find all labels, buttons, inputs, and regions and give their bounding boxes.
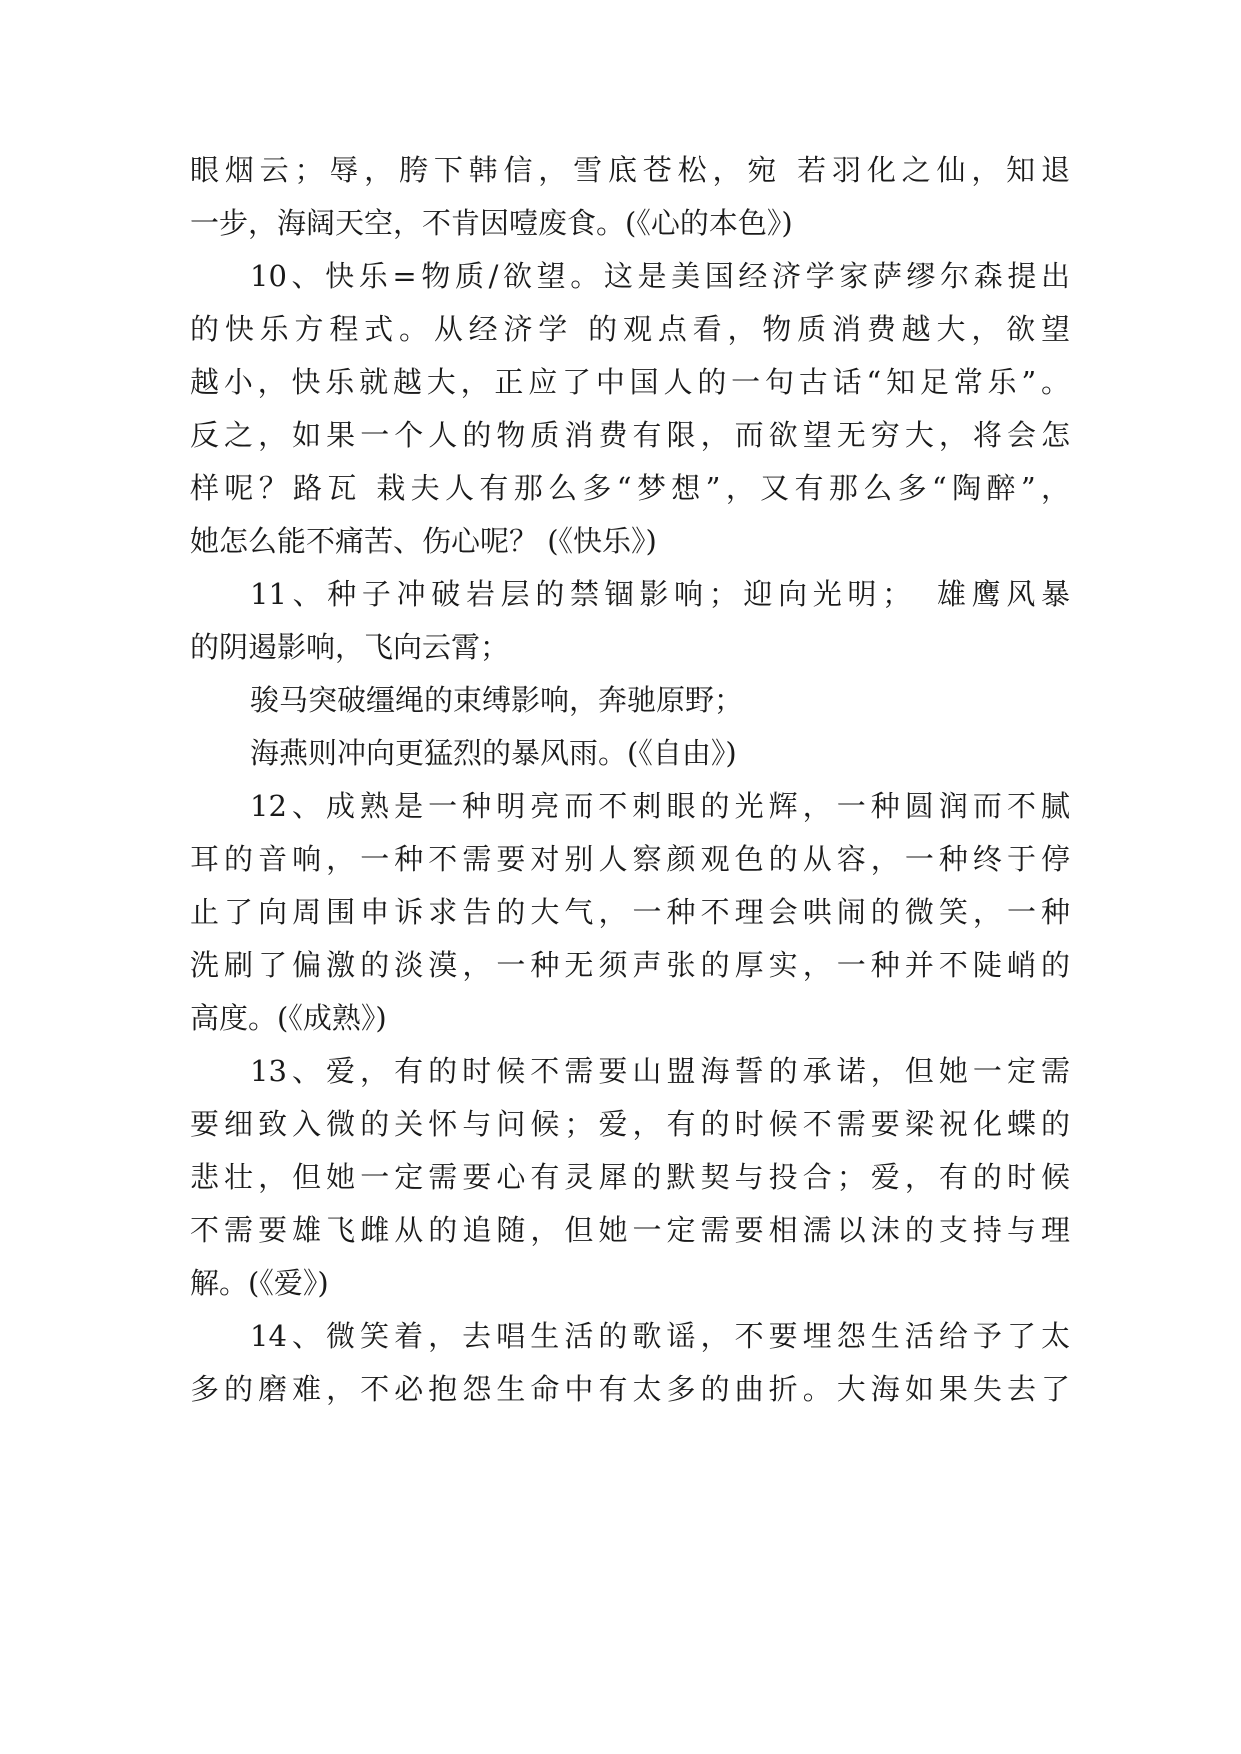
text-line: 骏马突破缰绳的束缚影响，奔驰原野； [250, 683, 744, 717]
text-line: 不需要雄飞雌从的追随，但她一定需要相濡以沫的支持与理 [190, 1213, 1070, 1247]
text-line: 越小，快乐就越大，正应了中国人的一句古话“知足常乐”。 [190, 365, 1070, 399]
text-line: 止了向周围申诉求告的大气，一种不理会哄闹的微笑，一种 [190, 895, 1070, 929]
text-line: 解。(《爱》) [190, 1266, 329, 1300]
text-line: 多的磨难，不必抱怨生命中有太多的曲折。大海如果失去了 [190, 1372, 1070, 1406]
text-line: 要细致入微的关怀与问候；爱，有的时候不需要梁祝化蝶的 [190, 1107, 1070, 1141]
paragraph-start-10: 10、快乐=物质/欲望。这是美国经济学家萨缪尔森提出 [250, 259, 1070, 293]
text-line: 样呢？路瓦 栽夫人有那么多“梦想”，又有那么多“陶醉”， [190, 471, 1070, 505]
text-line: 悲壮，但她一定需要心有灵犀的默契与投合；爱，有的时候 [190, 1160, 1070, 1194]
text-line: 耳的音响，一种不需要对别人察颜观色的从容，一种终于停 [190, 842, 1070, 876]
text-line: 的阴遏影响，飞向云霄； [190, 630, 510, 664]
text-line: 的快乐方程式。从经济学 的观点看，物质消费越大，欲望 [190, 312, 1070, 346]
paragraph-start-12: 12、成熟是一种明亮而不刺眼的光辉，一种圆润而不腻 [250, 789, 1070, 823]
paragraph-start-14: 14、微笑着，去唱生活的歌谣，不要埋怨生活给予了太 [250, 1319, 1070, 1353]
text-line: 眼烟云；辱，胯下韩信，雪底苍松，宛 若羽化之仙，知退 [190, 153, 1070, 187]
text-line: 一步，海阔天空，不肯因噎废食。(《心的本色》) [190, 206, 793, 240]
text-line: 她怎么能不痛苦、伤心呢？ (《快乐》) [190, 524, 657, 558]
paragraph-start-13: 13、爱，有的时候不需要山盟海誓的承诺，但她一定需 [250, 1054, 1070, 1088]
text-line: 海燕则冲向更猛烈的暴风雨。(《自由》) [250, 736, 737, 770]
text-line: 高度。(《成熟》) [190, 1001, 387, 1035]
paragraph-start-11: 11、种子冲破岩层的禁锢影响；迎向光明； 雄鹰风暴 [250, 577, 1070, 611]
text-line: 反之，如果一个人的物质消费有限，而欲望无穷大，将会怎 [190, 418, 1070, 452]
text-line: 洗刷了偏激的淡漠，一种无须声张的厚实，一种并不陡峭的 [190, 948, 1070, 982]
